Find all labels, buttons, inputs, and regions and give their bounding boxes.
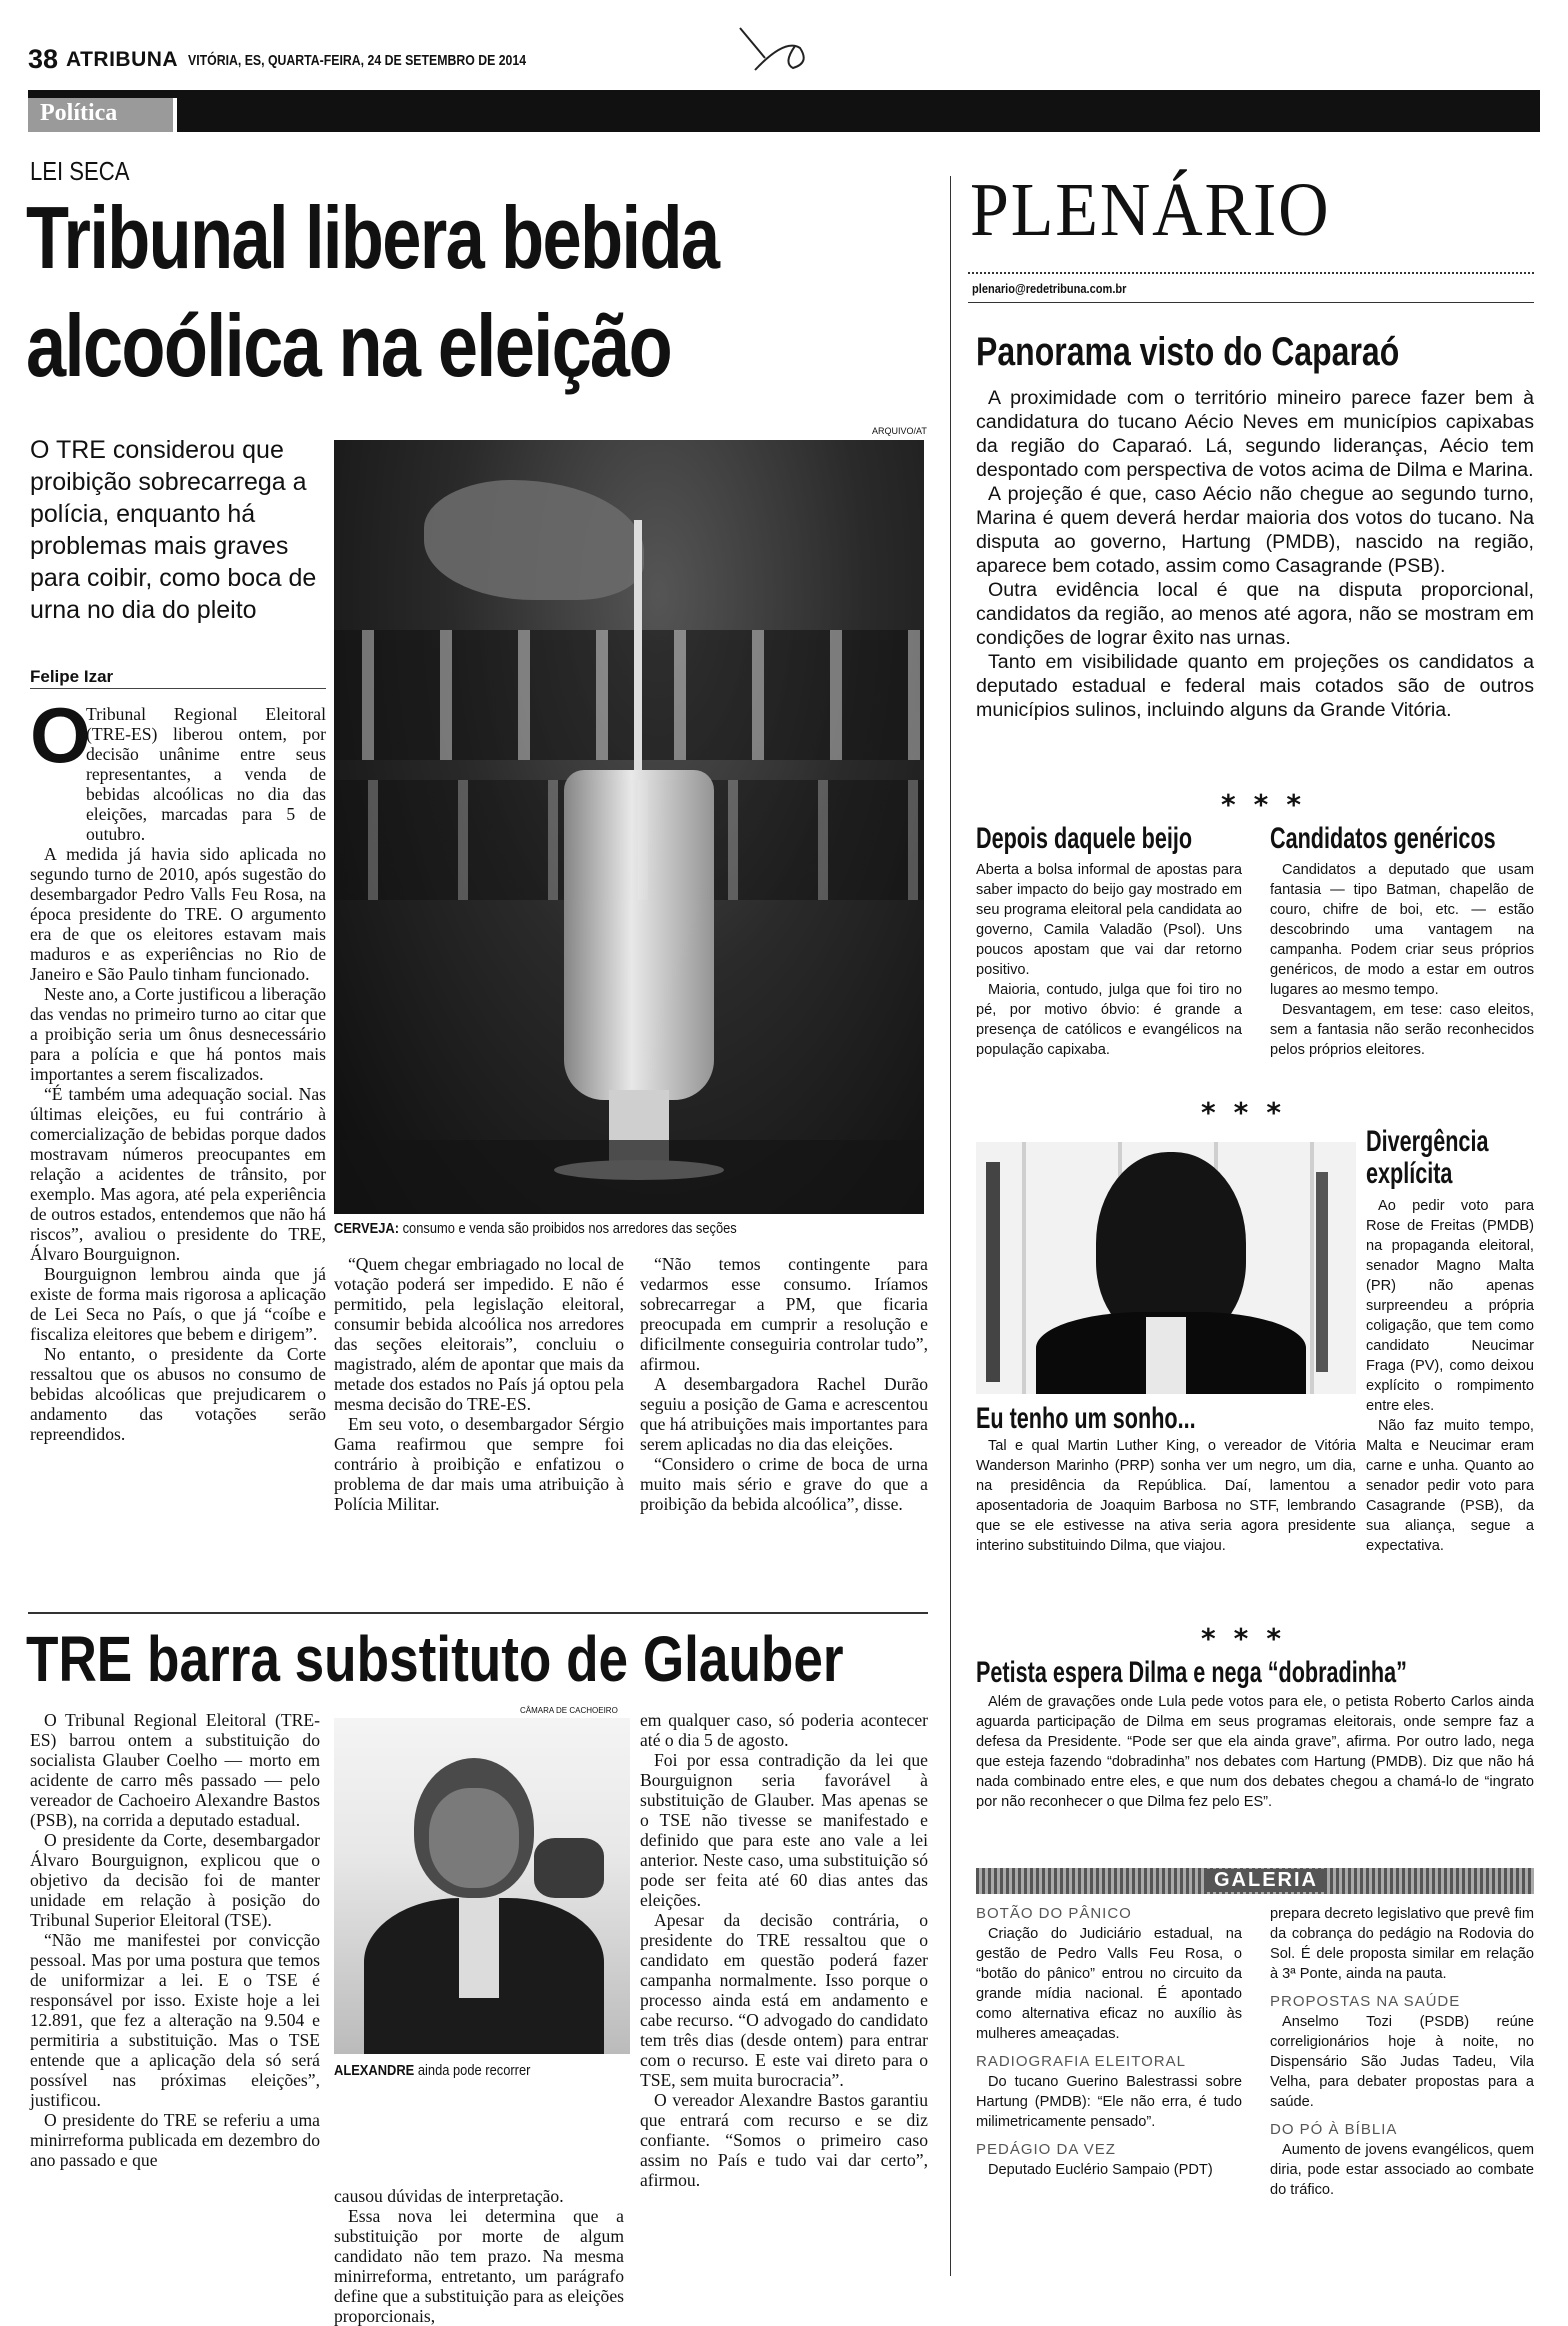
second-col1-p2: O presidente da Corte, desembargador Álvaro Bourguignon, explicou que o objetivo da decisão foi de manter unidade em relação à posição do Tribunal Superior Eleitoral (TSE).	[30, 1830, 320, 1930]
galeria-label-1: BOTÃO DO PÂNICO	[976, 1905, 1132, 1922]
petista-head: Petista espera Dilma e nega “dobradinha”	[976, 1656, 1407, 1689]
main-col1-p1: Tribunal Regional Eleitoral (TRE-ES) liberou ontem, por decisão unânime entre seus representantes, a venda de bebidas alcoólicas no dia das eleições, marcadas para 5 de outubro.	[86, 704, 326, 844]
galeria-label-3: PEDÁGIO DA VEZ	[976, 2141, 1116, 2158]
plenario-title: PLENÁRIO	[970, 168, 1331, 252]
beijo-body	[976, 860, 1242, 1060]
main-col3-p3: “Considero o crime de boca de urna muito mais sério e grave do que a proibição da bebida alcoólica”, disse.	[640, 1454, 928, 1514]
deck: O TRE considerou que proibição sobrecarrega a polícia, enquanto há problemas mais graves para coibir, como boca de urna no dia do pleito	[30, 436, 317, 624]
second-col2	[334, 2186, 624, 2326]
beer-photo	[334, 440, 924, 1214]
byline: Felipe Izar	[30, 667, 114, 686]
galeria-text-3: Deputado Euclério Sampaio (PDT)	[988, 2162, 1213, 2178]
stars-1: ***	[1221, 788, 1319, 821]
galeria-text-2: Do tucano Guerino Balestrassi sobre Hartung (PMDB): “Ele não erra, é tudo milimetricamente pensado”.	[976, 2074, 1242, 2130]
plenario-rule-left	[950, 176, 951, 2276]
galeria-text-5: Anselmo Tozi (PSDB) reúne correligionários hoje à noite, no Dispensário São Judas Tadeu, Vila Velha, para debater propostas para a saúde.	[1270, 2014, 1534, 2110]
headline-line1: Tribunal libera bebida	[26, 188, 719, 287]
second-col3-p2: Foi por essa contradição da lei que Bourguignon seria favorável à substituição de Glauber. Mas apenas se o TSE não tivesse se manifestado e definido que para este ano vale a lei anterior. Neste caso, uma substituição só pode ser feita até 60 dias antes das eleições.	[640, 1750, 928, 1910]
plenario-email: plenario@redetribuna.com.br	[972, 281, 1127, 296]
divergencia-head-2: explícita	[1366, 1157, 1453, 1190]
galeria-col1	[976, 1904, 1242, 2180]
main-col3-p2: A desembargadora Rachel Durão seguiu a posição de Gama e acrescentou que há atribuições mais importantes para serem aplicadas no dia das eleições.	[640, 1374, 928, 1454]
galeria-label-5: PROPOSTAS NA SAÚDE	[1270, 1993, 1461, 2010]
divergencia-body	[1366, 1196, 1534, 1556]
plenario-title-rule	[968, 272, 1534, 274]
second-col2-p1: causou dúvidas de interpretação.	[334, 2186, 564, 2206]
main-col1-p3: Neste ano, a Corte justificou a liberação das vendas no primeiro turno ao citar que a proibição seria um ônus desnecessário para a polícia e que há pontos mais importantes a serem fiscalizados.	[30, 984, 326, 1084]
second-col1-p1: O Tribunal Regional Eleitoral (TRE-ES) barrou ontem a substituição do socialista Glauber Coelho — morto em acidente de carro mês passado — pelo vereador de Cachoeiro Alexandre Bastos (PSB), na corrida a deputado estadual.	[30, 1710, 320, 1830]
panorama-head: Panorama visto do Caparaó	[976, 330, 1400, 374]
stars-2: ***	[1201, 1096, 1299, 1129]
plenario-email-rule	[968, 302, 1534, 303]
alexandre-photo	[334, 1718, 630, 2054]
beijo-p1: Aberta a bolsa informal de apostas para saber impacto do beijo gay mostrado em seu programa eleitoral pela candidata ao governo, Camila Valadão (Psol). Uns poucos apostam que vai dar retorno positivo.	[976, 862, 1242, 978]
petista-body	[976, 1692, 1534, 1812]
paper-name: ATRIBUNA	[66, 48, 179, 71]
genericos-body	[1270, 860, 1534, 1060]
main-col2-p2: Em seu voto, o desembargador Sérgio Gama reafirmou que sempre foi contrário à proibição e enfatizou o problema de dar mais uma atribuição à Polícia Militar.	[334, 1414, 624, 1514]
second-col3	[640, 1710, 928, 2190]
main-col1-p4: “É também uma adequação social. Nas últimas eleições, eu fui contrário à comercialização de bebidas porque dados mostravam números preocupantes em relação a acidentes de trânsito, por exemplo. Mas agora, até pela experiência de outros estados, entendemos que não há riscos”, avaliou o presidente do TRE, Álvaro Bourguignon.	[30, 1084, 326, 1264]
sonho-body	[976, 1436, 1356, 1556]
beijo-p2: Maioria, contudo, julga que foi tiro no pé, por motivo óbvio: é grande a presença de católicos e evangélicos na população capixaba.	[976, 982, 1242, 1058]
second-photo-caption	[334, 2062, 530, 2079]
dropcap: O	[30, 691, 91, 779]
second-caption-label: ALEXANDRE	[334, 2062, 415, 2079]
panorama-body	[976, 386, 1534, 722]
panorama-p4: Tanto em visibilidade quanto em projeções os candidatos a deputado estadual e federal mais cotados são de outros municípios sulinos, incluindo alguns da Grande Vitória.	[976, 651, 1534, 721]
second-photo-credit: CÂMARA DE CACHOEIRO	[520, 1706, 618, 1715]
panorama-p3: Outra evidência local é que na disputa proporcional, candidatos da região, ao menos até agora, não se mostram em condições de lograr êxito nas urnas.	[976, 579, 1534, 649]
photo-caption-label: CERVEJA:	[334, 1220, 400, 1237]
galeria-text-1: Criação do Judiciário estadual, na gestão de Pedro Valls Feu Rosa, o “botão do pânico” entrou no circuito da grande mídia nacional. É apontado como alternativa eficaz no auxílio às mulheres ameaçadas.	[976, 1926, 1242, 2042]
main-col1	[30, 704, 326, 1444]
main-col1-p2: A medida já havia sido aplicada no segundo turno de 2010, após sugestão do desembargador Pedro Valls Feu Rosa, na época presidente do TRE. O argumento era de que os eleitores estavam mais maduros e as experiências no Rio de Janeiro e São Paulo tinham funcionado.	[30, 844, 326, 984]
photo-credit: ARQUIVO/AT	[872, 426, 927, 436]
galeria-title: GALERIA	[1206, 1869, 1326, 1892]
divergencia-p2: Não faz muito tempo, Malta e Neucimar eram carne e unha. Quanto ao senador pedir voto para Casagrande (PSB), da sua aliança, segue a expectativa.	[1366, 1418, 1534, 1554]
divergencia-head-1: Divergência	[1366, 1125, 1489, 1158]
panorama-p1: A proximidade com o território mineiro parece fazer bem à candidatura do tucano Aécio Neves em municípios capixabas da região do Caparaó. Lá, segundo lideranças, Aécio tem despontado com perspectiva de votos acima de Dilma e Marina.	[976, 387, 1534, 481]
sonho-head: Eu tenho um sonho...	[976, 1402, 1196, 1435]
beijo-head: Depois daquele beijo	[976, 822, 1193, 855]
galeria-label-2: RADIOGRAFIA ELEITORAL	[976, 2053, 1186, 2070]
dateline: VITÓRIA, ES, QUARTA-FEIRA, 24 DE SETEMBRO DE 2014	[188, 52, 527, 69]
petista-p1: Além de gravações onde Lula pede votos para ele, o petista Roberto Carlos ainda aguarda participação de Dilma em seus programas eleitorais, onde sempre faz a defesa da Presidente. “Pode ser que ela ainda grave”, afirma. Por outro lado, nega que esteja fazendo “dobradinha” nos debates com Hartung (PMDB). Diz que não há nada combinado entre eles, e que num dos debates chegou a chamá-lo de “ingrato por não reconhecer o que Dilma fez pelo ES”.	[976, 1694, 1534, 1810]
panorama-p2: A projeção é que, caso Aécio não chegue ao segundo turno, Marina é quem deverá herdar maioria dos votos do tucano. Na disputa ao governo, Hartung (PMDB), nascido na região, aparece bem cotado, assim como Casagrande (PSB).	[976, 483, 1534, 577]
main-col2-p1: “Quem chegar embriagado no local de votação poderá ser impedido. E não é permitido, pela legislação eleitoral, consumir bebida alcoólica nos arredores das seções eleitorais”, concluiu o magistrado, além de apontar que mais da metade dos estados no País já optou pela mesma decisão do TRE-ES.	[334, 1254, 624, 1414]
galeria-col2	[1270, 1904, 1534, 2200]
stars-3: ***	[1201, 1622, 1299, 1655]
photo-caption-text: consumo e venda são proibidos nos arredores das seções	[399, 1220, 737, 1237]
second-headline: TRE barra substituto de Glauber	[26, 1623, 844, 1695]
galeria-label-6: DO PÓ À BÍBLIA	[1270, 2121, 1398, 2138]
page-number: 38	[28, 44, 59, 74]
main-col2	[334, 1254, 624, 1514]
divergencia-p1: Ao pedir voto para Rose de Freitas (PMDB) na propaganda eleitoral, senador Magno Malta (PR) não apenas surpreendeu a própria coligação, que tem como candidato Neucimar Fraga (PV), como deixou explícito o rompimento entre eles.	[1366, 1198, 1534, 1414]
second-col3-p4: O vereador Alexandre Bastos garantiu que entrará com recurso e se diz confiante. “Somos o primeiro caso assim no País e tudo vai dar certo”, afirmou.	[640, 2090, 928, 2190]
main-col3	[640, 1254, 928, 1514]
second-col1-p4: O presidente do TRE se referiu a uma minirreforma publicada em dezembro do ano passado e que	[30, 2110, 320, 2170]
photo-caption	[334, 1220, 737, 1237]
headline-line2: alcoólica na eleição	[26, 296, 672, 395]
genericos-head: Candidatos genéricos	[1270, 822, 1496, 855]
kicker: LEI SECA	[30, 156, 130, 186]
second-col1	[30, 1710, 320, 2170]
handwritten-mark	[735, 18, 815, 78]
byline-rule	[30, 688, 326, 689]
second-col3-p1: em qualquer caso, só poderia acontecer até o dia 5 de agosto.	[640, 1710, 928, 1750]
second-col3-p3: Apesar da decisão contrária, o presidente do TRE ressaltou que o candidato em questão poderá fazer campanha normalmente. Isso porque o processo ainda está em andamento e cabe recurso. “O advogado do candidato tem três dias (desde ontem) para entrar com o recurso. E este vai direto para o TSE, sem muita burocracia”.	[640, 1910, 928, 2090]
second-col2-p2: Essa nova lei determina que a substituição por morte de algum candidato não tem prazo. Na mesma minirreforma, entretanto, um parágrafo define que a substituição para as eleições proporcionais,	[334, 2206, 624, 2326]
second-caption-text: ainda pode recorrer	[414, 2062, 531, 2079]
sonho-p1: Tal e qual Martin Luther King, o vereador de Vitória Wanderson Marinho (PRP) sonha ver um negro, um dia, na presidência da República. Daí, lamentou a aposentadoria de Joaquim Barbosa no STF, lembrando que se ele estivesse na ativa seria agora presidente interino substituindo Dilma, que viajou.	[976, 1438, 1356, 1554]
second-col1-p3: “Não me manifestei por convicção pessoal. Mas por uma postura que temos de uniformizar a lei. E o TSE é responsável por isso. Existe hoje a lei 12.891, que fez a alteração na 9.504 e permitiria a substituição. Mas o TSE entende que a aplicação dela só será possível nas próximas eleições”, justificou.	[30, 1930, 320, 2110]
main-col3-p1: “Não temos contingente para vedarmos esse consumo. Iríamos sobrecarregar a PM, que ficaria preocupada em cumprir a resolução e dificilmente conseguiria controlar tudo”, afirmou.	[640, 1254, 928, 1374]
galeria-text-6: Aumento de jovens evangélicos, quem diria, pode estar associado ao combate do tráfico.	[1270, 2142, 1534, 2198]
main-col1-p5: Bourguignon lembrou ainda que já existe de forma mais rigorosa a aplicação de Lei Seca no País, o que já “coíbe e fiscaliza eleitores que bebem e dirigem”.	[30, 1264, 326, 1344]
genericos-p1: Candidatos a deputado que usam fantasia — tipo Batman, chapelão de couro, chifre de boi, etc. — estão descobrindo uma vantagem na campanha. Podem criar seus próprios genéricos, de modo a estar em outros lugares ao mesmo tempo.	[1270, 862, 1534, 998]
section-bar	[28, 90, 1540, 132]
genericos-p2: Desvantagem, em tese: caso eleitos, sem a fantasia não serão reconhecidos pelos próprios eleitores.	[1270, 1002, 1534, 1058]
story-divider	[28, 1612, 928, 1614]
galeria-text-4: prepara decreto legislativo que prevê fim da cobrança do pedágio na Rodovia do Sol. É dele proposta similar em relação à 3ª Ponte, ainda na pauta.	[1270, 1906, 1534, 1982]
section-label: Política	[40, 100, 118, 126]
main-col1-p6: No entanto, o presidente da Corte ressaltou que os abusos no consumo de bebidas alcoólicas que prejudicarem o andamento das votações serão repreendidos.	[30, 1344, 326, 1444]
barbosa-photo	[976, 1142, 1356, 1394]
